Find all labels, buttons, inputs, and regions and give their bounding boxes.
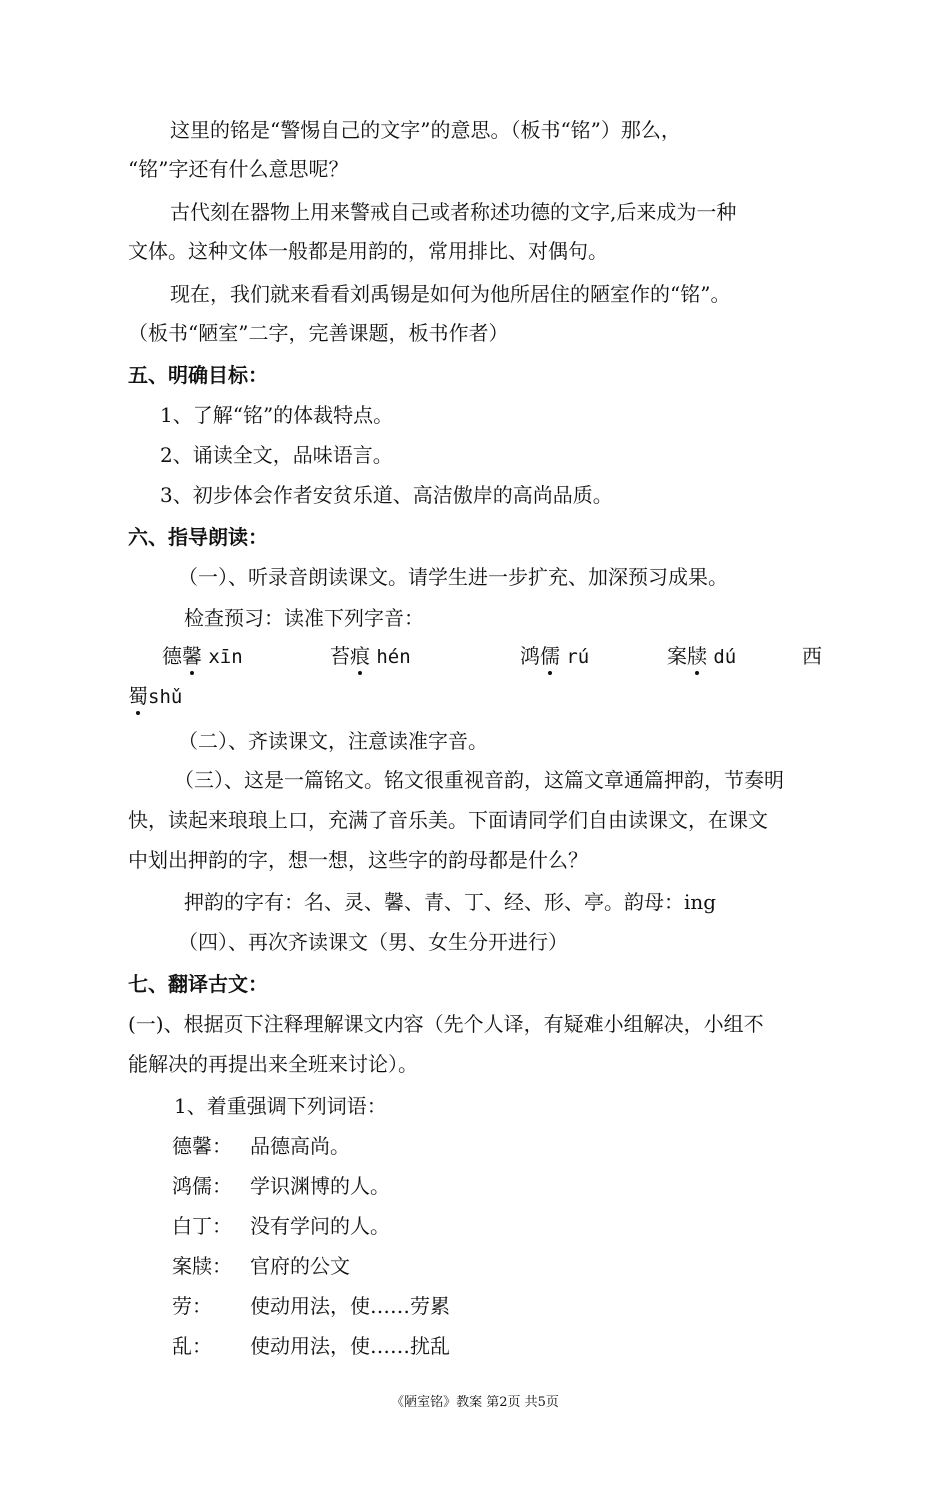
term-definition: 官府的公文 [250, 1254, 350, 1278]
paragraph-line: 现在，我们就来看看刘禹锡是如何为他所居住的陋室作的“铭”。 [170, 282, 731, 306]
subsection-line: 能解决的再提出来全班来讨论）。 [128, 1052, 418, 1076]
page-footer [0, 1394, 950, 1412]
subsection-line: 快，读起来琅琅上口，充满了音乐美。下面请同学们自由读课文，在课文 [128, 808, 768, 832]
paragraph-line: 这里的铭是“警惕自己的文字”的意思。（板书“铭”）那么， [170, 118, 681, 142]
list-item: 2、诵读全文，品味语言。 [160, 443, 393, 467]
pron-item [128, 683, 182, 710]
term-name: 案牍： [172, 1254, 232, 1278]
term-definition: 没有学问的人。 [250, 1214, 390, 1238]
section-heading: 六、指导朗读： [128, 525, 268, 549]
term-name: 鸿儒： [172, 1174, 232, 1198]
subsection-line: （二）、齐读课文，注意读准字音。 [178, 729, 488, 753]
subsection-line: （四）、再次齐读课文（男、女生分开进行） [178, 930, 568, 954]
paragraph-line: “铭”字还有什么意思呢？ [128, 157, 349, 181]
dotted-char: 馨 [182, 644, 202, 668]
term-name: 乱： [172, 1334, 212, 1358]
term-name: 白丁： [172, 1214, 232, 1238]
term-definition: 品德高尚。 [250, 1134, 350, 1158]
term-definition: 学识渊博的人。 [250, 1174, 390, 1198]
pron-item: 苔痕 hén [330, 644, 411, 668]
term-definition: 使动用法，使……劳累 [250, 1294, 450, 1318]
subsection-line: （三）、这是一篇铭文。铭文很重视音韵，这篇文章通篇押韵，节奏明 [174, 768, 784, 792]
subsection-line: 中划出押韵的字，想一想，这些字的韵母都是什么？ [128, 848, 588, 872]
pinyin: hén [376, 646, 411, 668]
dotted-char: 痕 [350, 644, 370, 668]
footer-title: 《陋室铭》教案 [391, 1395, 483, 1410]
pron-item: 德馨 xīn [162, 644, 243, 668]
subsection-line: (一)、根据页下注释理解课文内容（先个人译，有疑难小组解决，小组不 [128, 1012, 764, 1036]
footer-page-number: 第2页 共5页 [486, 1395, 559, 1410]
pron-item: 案牍 dú [667, 644, 737, 668]
term-name: 德馨： [172, 1134, 232, 1158]
pinyin: rú [566, 646, 590, 668]
list-item: 1、了解“铭”的体裁特点。 [160, 403, 394, 427]
emphasis-line: 1、着重强调下列词语： [174, 1094, 387, 1118]
check-preview-label: 检查预习：读准下列字音： [184, 606, 424, 630]
pinyin: dú [713, 646, 737, 668]
dotted-char: 牍 [687, 644, 707, 668]
pron-item: 鸿儒 rú [520, 644, 590, 668]
dotted-char: 蜀 [128, 684, 148, 708]
list-item: 3、初步体会作者安贫乐道、高洁傲岸的高尚品质。 [160, 483, 613, 507]
term-definition: 使动用法，使……扰乱 [250, 1334, 450, 1358]
rhyme-line: 押韵的字有：名、灵、馨、青、丁、经、形、亭。韵母：ing [184, 890, 717, 914]
pinyin: shǔ [148, 686, 183, 708]
paragraph-line: 文体。这种文体一般都是用韵的，常用排比、对偶句。 [128, 239, 608, 263]
term-name: 劳： [172, 1294, 212, 1318]
section-heading: 七、翻译古文： [128, 972, 268, 996]
paragraph-line: （板书“陋室”二字，完善课题，板书作者） [128, 321, 509, 345]
subsection-line: （一）、听录音朗读课文。请学生进一步扩充、加深预习成果。 [178, 565, 728, 589]
pinyin: xīn [208, 646, 243, 668]
section-heading: 五、明确目标： [128, 363, 268, 387]
dotted-char: 儒 [540, 644, 560, 668]
paragraph-line: 古代刻在器物上用来警戒自己或者称述功德的文字,后来成为一种 [170, 200, 737, 224]
pron-item: 西 [802, 644, 822, 668]
